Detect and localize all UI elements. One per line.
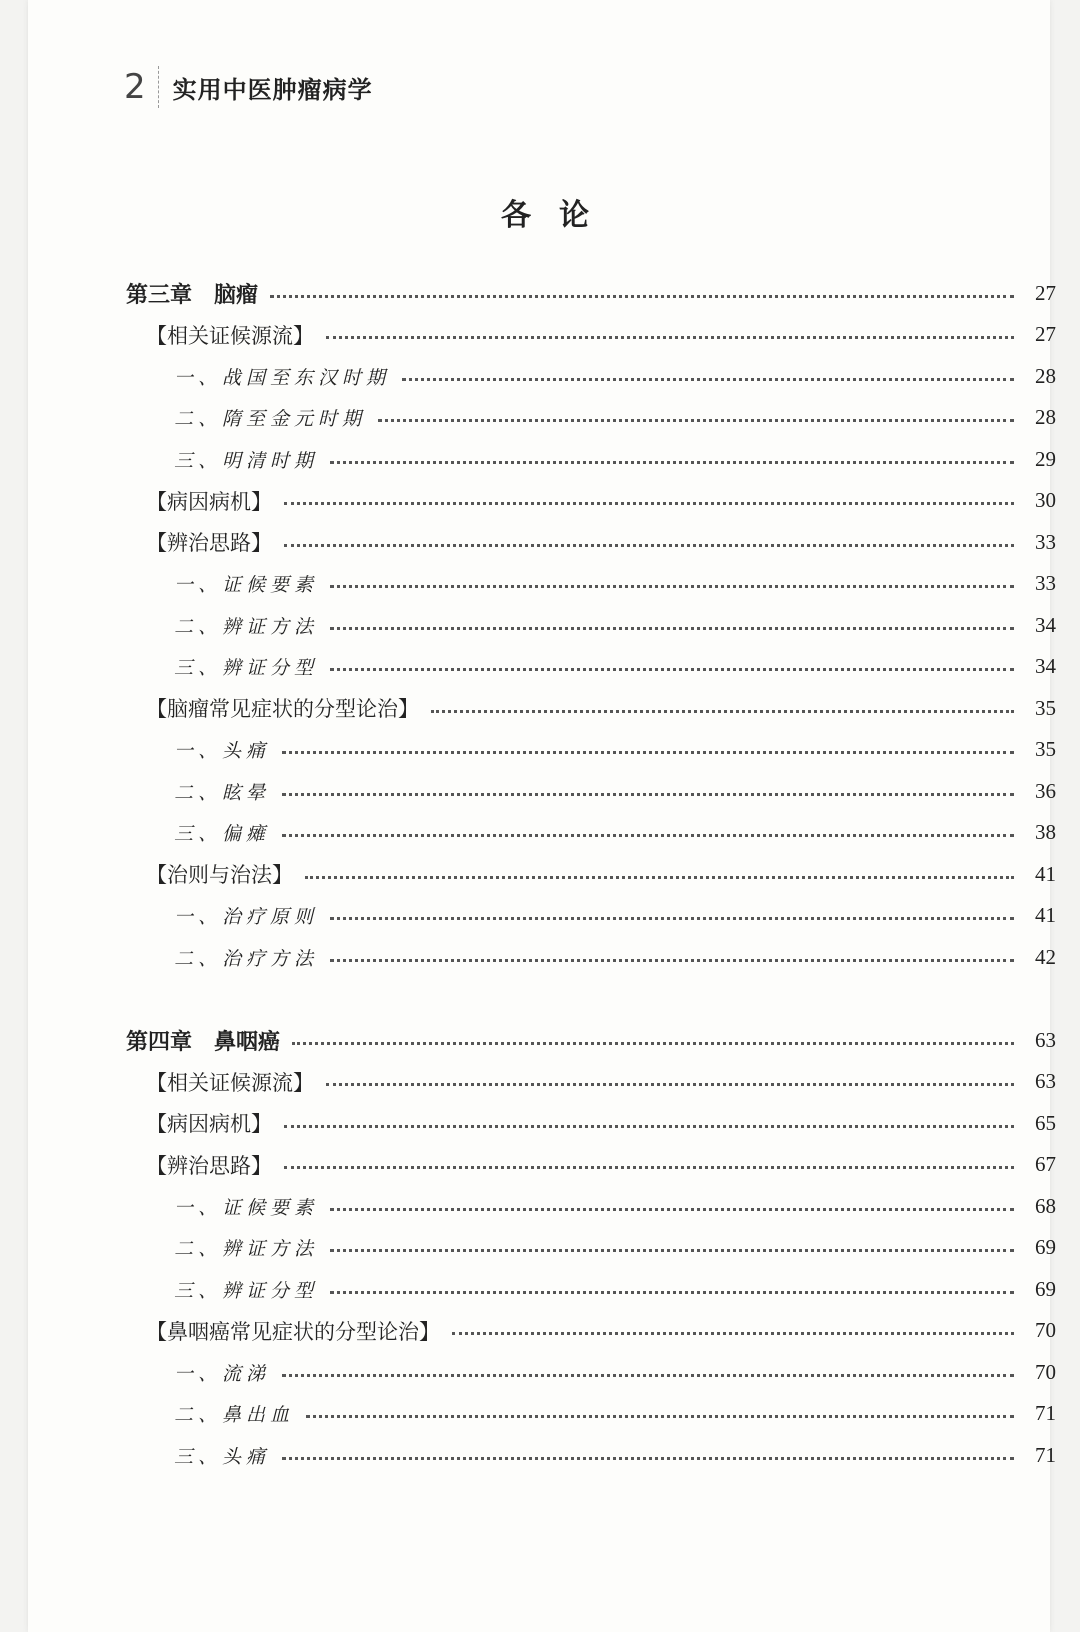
toc-entry-label: 【相关证候源流】 xyxy=(146,323,314,348)
toc-page-number: 27 xyxy=(1035,322,1056,346)
toc-section-entry[interactable] xyxy=(126,527,1056,557)
toc-subsection-entry[interactable] xyxy=(126,403,1056,433)
toc-subsection-entry[interactable] xyxy=(126,1357,1056,1387)
toc-page-number: 33 xyxy=(1035,529,1056,554)
toc-page-number: 70 xyxy=(1035,1359,1056,1384)
toc-entry-label: 三、辨证分型 xyxy=(174,657,319,679)
toc-subsection-entry[interactable] xyxy=(126,1233,1056,1263)
toc-entry-label: 【辨治思路】 xyxy=(146,1153,272,1178)
toc-entry-label: 一、证候要素 xyxy=(174,574,319,596)
dot-leader xyxy=(330,668,1014,671)
toc-page-number: 35 xyxy=(1035,695,1056,720)
dot-leader xyxy=(326,336,1014,339)
toc-page-number: 68 xyxy=(1035,1193,1056,1218)
toc-page-number: 38 xyxy=(1035,820,1056,844)
toc-chapter-entry[interactable] xyxy=(126,278,1056,308)
part-title: 各论 xyxy=(501,198,617,233)
toc-subsection-entry[interactable] xyxy=(126,818,1056,848)
toc-page-number: 65 xyxy=(1035,1110,1056,1135)
toc-entry-label: 三、辨证分型 xyxy=(174,1279,319,1302)
dot-leader xyxy=(284,502,1014,505)
toc-page-number: 71 xyxy=(1035,1401,1056,1425)
dot-leader xyxy=(282,834,1014,837)
dot-leader xyxy=(330,461,1014,464)
toc-page-number: 36 xyxy=(1035,778,1056,803)
toc-entry-label: 【相关证候源流】 xyxy=(146,1070,314,1095)
toc-entry-label: 第四章 鼻咽癌 xyxy=(126,1029,281,1055)
toc-subsection-entry[interactable] xyxy=(126,1191,1056,1221)
toc-page-number: 28 xyxy=(1035,405,1056,429)
toc-section-entry[interactable] xyxy=(126,693,1056,723)
toc-page-number: 71 xyxy=(1035,1442,1056,1467)
toc-page-number: 69 xyxy=(1035,1235,1056,1259)
dot-leader xyxy=(305,876,1014,879)
dot-leader xyxy=(292,1042,1014,1045)
page-number: 2 xyxy=(124,67,146,107)
dot-leader xyxy=(282,751,1014,754)
running-header xyxy=(124,66,373,108)
dot-leader xyxy=(330,627,1014,630)
toc-entry-label: 二、眩晕 xyxy=(174,781,271,804)
toc-subsection-entry[interactable] xyxy=(126,652,1056,682)
toc-entry-label: 【辨治思路】 xyxy=(146,531,272,555)
toc-page-number: 30 xyxy=(1035,488,1056,512)
toc-section-entry[interactable] xyxy=(126,859,1056,889)
toc-chapter-entry[interactable] xyxy=(126,1025,1056,1055)
toc-page-number: 41 xyxy=(1035,903,1056,927)
toc-entry-label: 一、流涕 xyxy=(174,1362,271,1385)
toc-entry-label: 二、辨证方法 xyxy=(174,1238,319,1260)
dot-leader xyxy=(284,1166,1014,1169)
toc-subsection-entry[interactable] xyxy=(126,901,1056,931)
dot-leader xyxy=(282,1374,1014,1377)
toc-subsection-entry[interactable] xyxy=(126,361,1056,391)
toc-subsection-entry[interactable] xyxy=(126,1399,1056,1429)
toc-page-number: 63 xyxy=(1035,1069,1056,1093)
toc-section-entry[interactable] xyxy=(126,1067,1056,1097)
toc-subsection-entry[interactable] xyxy=(126,610,1056,640)
toc-page-number: 69 xyxy=(1035,1276,1056,1301)
toc-entry-label: 二、辨证方法 xyxy=(174,615,319,638)
toc-page-number: 67 xyxy=(1035,1152,1056,1176)
toc-entry-label: 【病因病机】 xyxy=(146,489,272,514)
dot-leader xyxy=(330,959,1014,962)
toc-section-entry[interactable] xyxy=(126,320,1056,350)
book-page xyxy=(28,0,1056,1632)
header-divider xyxy=(158,66,159,108)
toc-entry-label: 二、治疗方法 xyxy=(174,947,319,970)
toc-page-number: 42 xyxy=(1035,944,1056,969)
dot-leader xyxy=(306,1415,1014,1418)
toc-entry-label: 三、明清时期 xyxy=(174,449,319,472)
toc-entry-label: 【鼻咽癌常见症状的分型论治】 xyxy=(146,1319,440,1344)
dot-leader xyxy=(402,378,1014,381)
dot-leader xyxy=(330,1291,1014,1294)
toc-entry-label: 二、隋至金元时期 xyxy=(174,408,367,430)
toc-entry-label: 一、证候要素 xyxy=(174,1196,319,1219)
dot-leader xyxy=(282,793,1014,796)
dot-leader xyxy=(326,1083,1014,1086)
toc-page-number: 34 xyxy=(1035,654,1056,678)
dot-leader xyxy=(270,295,1014,298)
toc-entry-label: 一、战国至东汉时期 xyxy=(174,366,391,389)
toc-entry-label: 一、头痛 xyxy=(174,740,271,762)
toc-subsection-entry[interactable] xyxy=(126,569,1056,599)
toc-subsection-entry[interactable] xyxy=(126,776,1056,806)
toc-entry-label: 二、鼻出血 xyxy=(174,1404,295,1426)
toc-entry-label: 三、偏瘫 xyxy=(174,823,271,845)
toc-entry-label: 第三章 脑瘤 xyxy=(126,282,259,308)
toc-entry-label: 【病因病机】 xyxy=(146,1112,272,1136)
toc-entry-label: 【脑瘤常见症状的分型论治】 xyxy=(146,697,419,721)
toc-subsection-entry[interactable] xyxy=(126,942,1056,972)
dot-leader xyxy=(330,1249,1014,1252)
dot-leader xyxy=(452,1332,1014,1335)
toc-page-number: 29 xyxy=(1035,446,1056,471)
dot-leader xyxy=(431,710,1014,713)
toc-page-number: 28 xyxy=(1035,363,1056,388)
dot-leader xyxy=(378,419,1014,422)
toc-entry-label: 一、治疗原则 xyxy=(174,906,319,928)
toc-page-number: 41 xyxy=(1035,861,1056,886)
toc-section-entry[interactable] xyxy=(126,486,1056,516)
toc-entry-label: 三、头痛 xyxy=(174,1445,271,1468)
dot-leader xyxy=(284,1125,1014,1128)
toc-section-entry[interactable] xyxy=(126,1316,1056,1346)
dot-leader xyxy=(282,1457,1014,1460)
toc-page-number: 35 xyxy=(1035,737,1056,761)
dot-leader xyxy=(330,585,1014,588)
toc-section-entry[interactable] xyxy=(126,1108,1056,1138)
toc-subsection-entry[interactable] xyxy=(126,444,1056,474)
book-title: 实用中医肿瘤病学 xyxy=(172,75,373,104)
toc-subsection-entry[interactable] xyxy=(126,1274,1056,1304)
toc-page-number: 27 xyxy=(1035,280,1056,305)
toc-subsection-entry[interactable] xyxy=(126,735,1056,765)
toc-page-number: 70 xyxy=(1035,1318,1056,1342)
dot-leader xyxy=(284,544,1014,547)
toc-entry-label: 【治则与治法】 xyxy=(146,863,293,887)
toc-page-number: 63 xyxy=(1035,1027,1056,1052)
toc-subsection-entry[interactable] xyxy=(126,1440,1056,1470)
dot-leader xyxy=(330,917,1014,920)
dot-leader xyxy=(330,1208,1014,1211)
toc-section-entry[interactable] xyxy=(126,1150,1056,1180)
toc-page-number: 33 xyxy=(1035,571,1056,595)
toc-page-number: 34 xyxy=(1035,612,1056,637)
